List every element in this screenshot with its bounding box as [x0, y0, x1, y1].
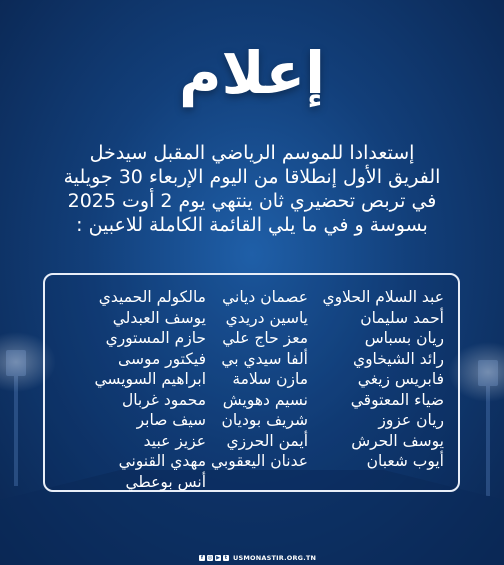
player-name: أيوب شعبان: [366, 452, 444, 470]
youtube-icon[interactable]: ▶: [216, 555, 220, 561]
announcement-line: إستعدادا للموسم الرياضي المقبل سيدخل: [89, 142, 415, 164]
players-column-1: [322, 287, 444, 472]
announcement-text: [30, 141, 474, 237]
player-name: عزيز عبيد: [143, 431, 206, 450]
player-name: أنس بوعطي: [125, 472, 206, 491]
footer-social: [199, 554, 316, 562]
player-name: سيف صابر: [136, 411, 206, 429]
player-name: أيمن الحرزي: [226, 431, 308, 450]
player-name: شريف بوديان: [221, 411, 308, 429]
facebook-icon[interactable]: f: [200, 555, 204, 561]
twitter-icon[interactable]: t: [224, 555, 228, 561]
player-name: فابريس زيغي: [357, 370, 444, 388]
page-title: إعلام: [178, 39, 326, 107]
announcement-line: بسوسة و في ما يلي القائمة الكاملة للاعبين :: [76, 214, 428, 236]
announcement-line: الفريق الأول إنطلاقا من اليوم الإربعاء 30 جويلية: [63, 166, 441, 188]
player-name: مهدي القنوني: [118, 452, 206, 470]
player-name: مالكولم الحميدي: [98, 288, 206, 306]
player-name: ضياء المعتوقي: [350, 390, 444, 409]
player-name: ريان عزوز: [378, 411, 444, 429]
player-name: عصمان دياني: [222, 288, 308, 306]
player-name: مازن سلامة: [232, 370, 308, 388]
player-name: معز حاج علي: [222, 329, 308, 347]
player-name: ريان بسباس: [364, 329, 444, 347]
player-name: عبد السلام الحلاوي: [322, 288, 444, 306]
player-name: أحمد سليمان: [360, 308, 444, 327]
players-column-3: [95, 287, 207, 492]
announcement-line: في تربص تحضيري ثان ينتهي يوم 2 أوت 2025: [67, 190, 437, 212]
player-name: محمود غربال: [121, 390, 206, 409]
player-name: فيكتور موسى: [118, 349, 206, 368]
website-link[interactable]: USMONASTIR.ORG.TN: [233, 554, 317, 562]
player-name: حازم المستوري: [105, 329, 206, 347]
player-name: يوسف الحرش: [351, 431, 444, 450]
players-list-panel: [43, 273, 460, 492]
player-name: ياسين دريدي: [225, 308, 308, 327]
player-name: رائد الشيخاوي: [352, 349, 444, 368]
player-name: ابراهيم السويسي: [94, 370, 206, 388]
instagram-icon[interactable]: ◎: [207, 555, 213, 561]
player-name: عدنان اليعقوبي: [211, 452, 308, 470]
players-column-2: [211, 287, 308, 472]
player-name: ألفا سيدي بي: [221, 349, 308, 368]
player-name: نسيم دهويش: [222, 390, 308, 409]
player-name: يوسف العبدلي: [112, 308, 206, 327]
